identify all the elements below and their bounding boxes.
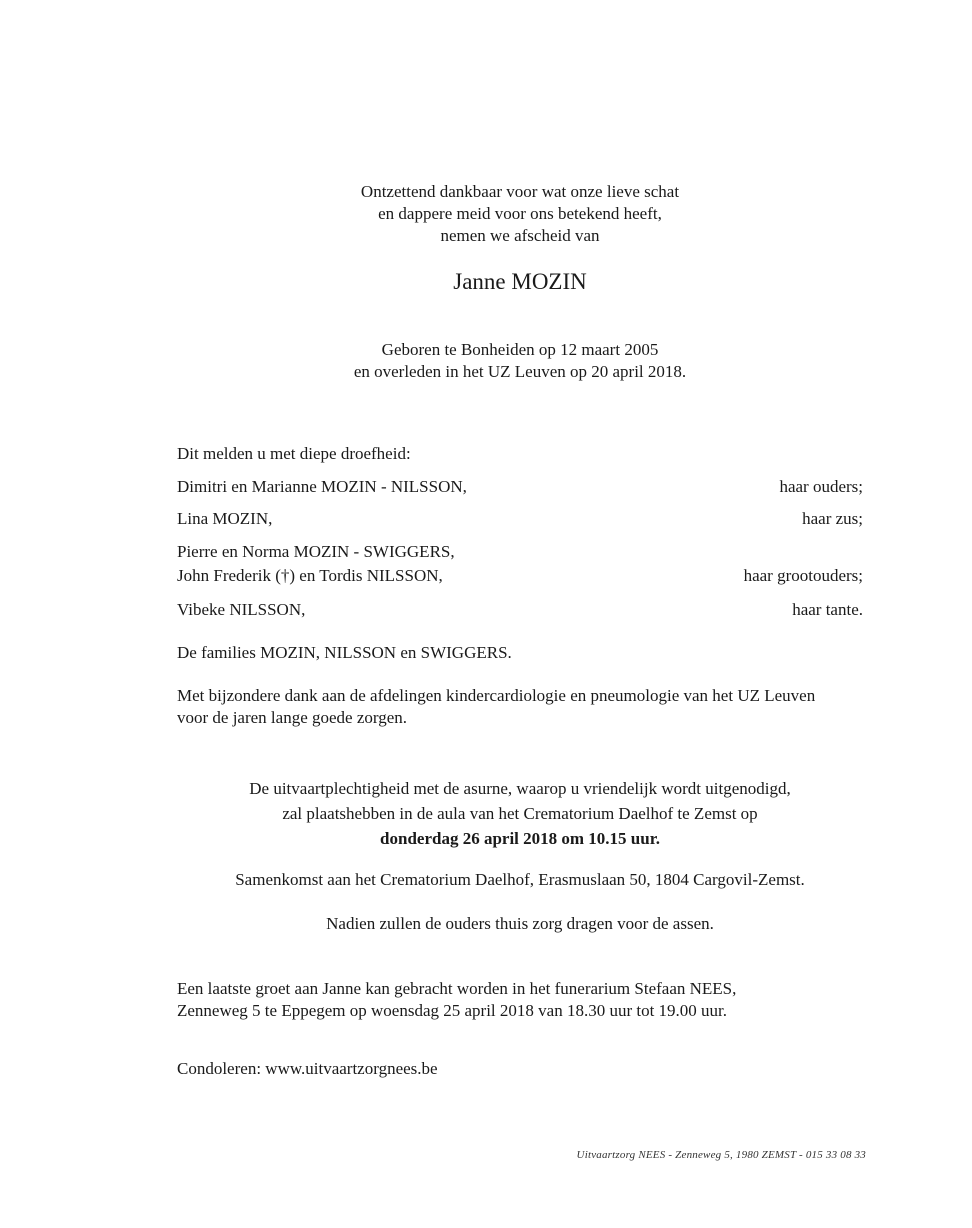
thanks-line-2: voor de jaren lange goede zorgen. (177, 708, 408, 727)
relative-row-aunt (177, 598, 863, 622)
condolences-link[interactable]: Condoleren: www.uitvaartzorgnees.be (177, 1059, 438, 1078)
undertaker-footer: Uitvaartzorg NEES - Zenneweg 5, 1980 ZEMST - 015 33 08 33 (576, 1149, 866, 1161)
announcement-intro (177, 443, 863, 465)
birth-death-text (177, 339, 863, 383)
visitation-text (177, 978, 863, 1022)
families-text: De families MOZIN, NILSSON en SWIGGERS. (177, 643, 512, 662)
deceased-name-block (177, 268, 863, 296)
announcement-intro-text: Dit melden u met diepe droefheid: (177, 444, 411, 463)
intro-line-1: Ontzettend dankbaar voor wat onze lieve schat (360, 182, 680, 201)
ceremony-date-time: donderdag 26 april 2018 om 10.15 uur. (380, 829, 660, 848)
relative-names: Lina MOZIN, (177, 509, 273, 528)
ceremony-line-2: zal plaatshebben in de aula van het Crematorium Daelhof te Zemst op (282, 804, 758, 823)
relative-row-parents (177, 475, 863, 499)
death-line: en overleden in het UZ Leuven op 20 april 2018. (353, 362, 687, 381)
families (177, 642, 863, 664)
relative-names: Pierre en Norma MOZIN - SWIGGERS, (177, 542, 455, 561)
relative-row-grandparents (177, 540, 863, 588)
relative-names: John Frederik (†) en Tordis NILSSON, (177, 566, 443, 585)
intro-line-3: nemen we afscheid van (440, 226, 600, 245)
relative-relation: haar zus; (802, 509, 863, 528)
birth-line: Geboren te Bonheiden op 12 maart 2005 (381, 340, 659, 359)
gathering (177, 869, 863, 891)
intro-line-2: en dappere meid voor ons betekend heeft, (378, 204, 662, 223)
visitation-line-1: Een laatste groet aan Janne kan gebracht worden in het funerarium Stefaan NEES, (177, 979, 737, 998)
deceased-name: Janne MOZIN (453, 269, 587, 294)
ceremony-line-1: De uitvaartplechtigheid met de asurne, waarop u vriendelijk wordt uitgenodigd, (249, 779, 791, 798)
ceremony-text (177, 776, 863, 851)
ashes-text: Nadien zullen de ouders thuis zorg dragen voor de assen. (326, 914, 714, 933)
relative-relation: haar tante. (792, 600, 863, 619)
relative-relation: haar grootouders; (743, 566, 863, 585)
condolences (177, 1058, 863, 1080)
relative-relation: haar ouders; (779, 477, 863, 496)
relative-names: Dimitri en Marianne MOZIN - NILSSON, (177, 477, 467, 496)
ashes (177, 913, 863, 935)
thanks-text (177, 685, 863, 729)
thanks-line-1: Met bijzondere dank aan de afdelingen kindercardiologie en pneumologie van het UZ Leuven (177, 686, 816, 705)
visitation-line-2: Zenneweg 5 te Eppegem op woensdag 25 april 2018 van 18.30 uur tot 19.00 uur. (177, 1001, 728, 1020)
intro-text (177, 181, 863, 247)
gathering-text: Samenkomst aan het Crematorium Daelhof, Erasmuslaan 50, 1804 Cargovil-Zemst. (235, 870, 805, 889)
relative-row-sister (177, 507, 863, 531)
relative-names: Vibeke NILSSON, (177, 600, 306, 619)
